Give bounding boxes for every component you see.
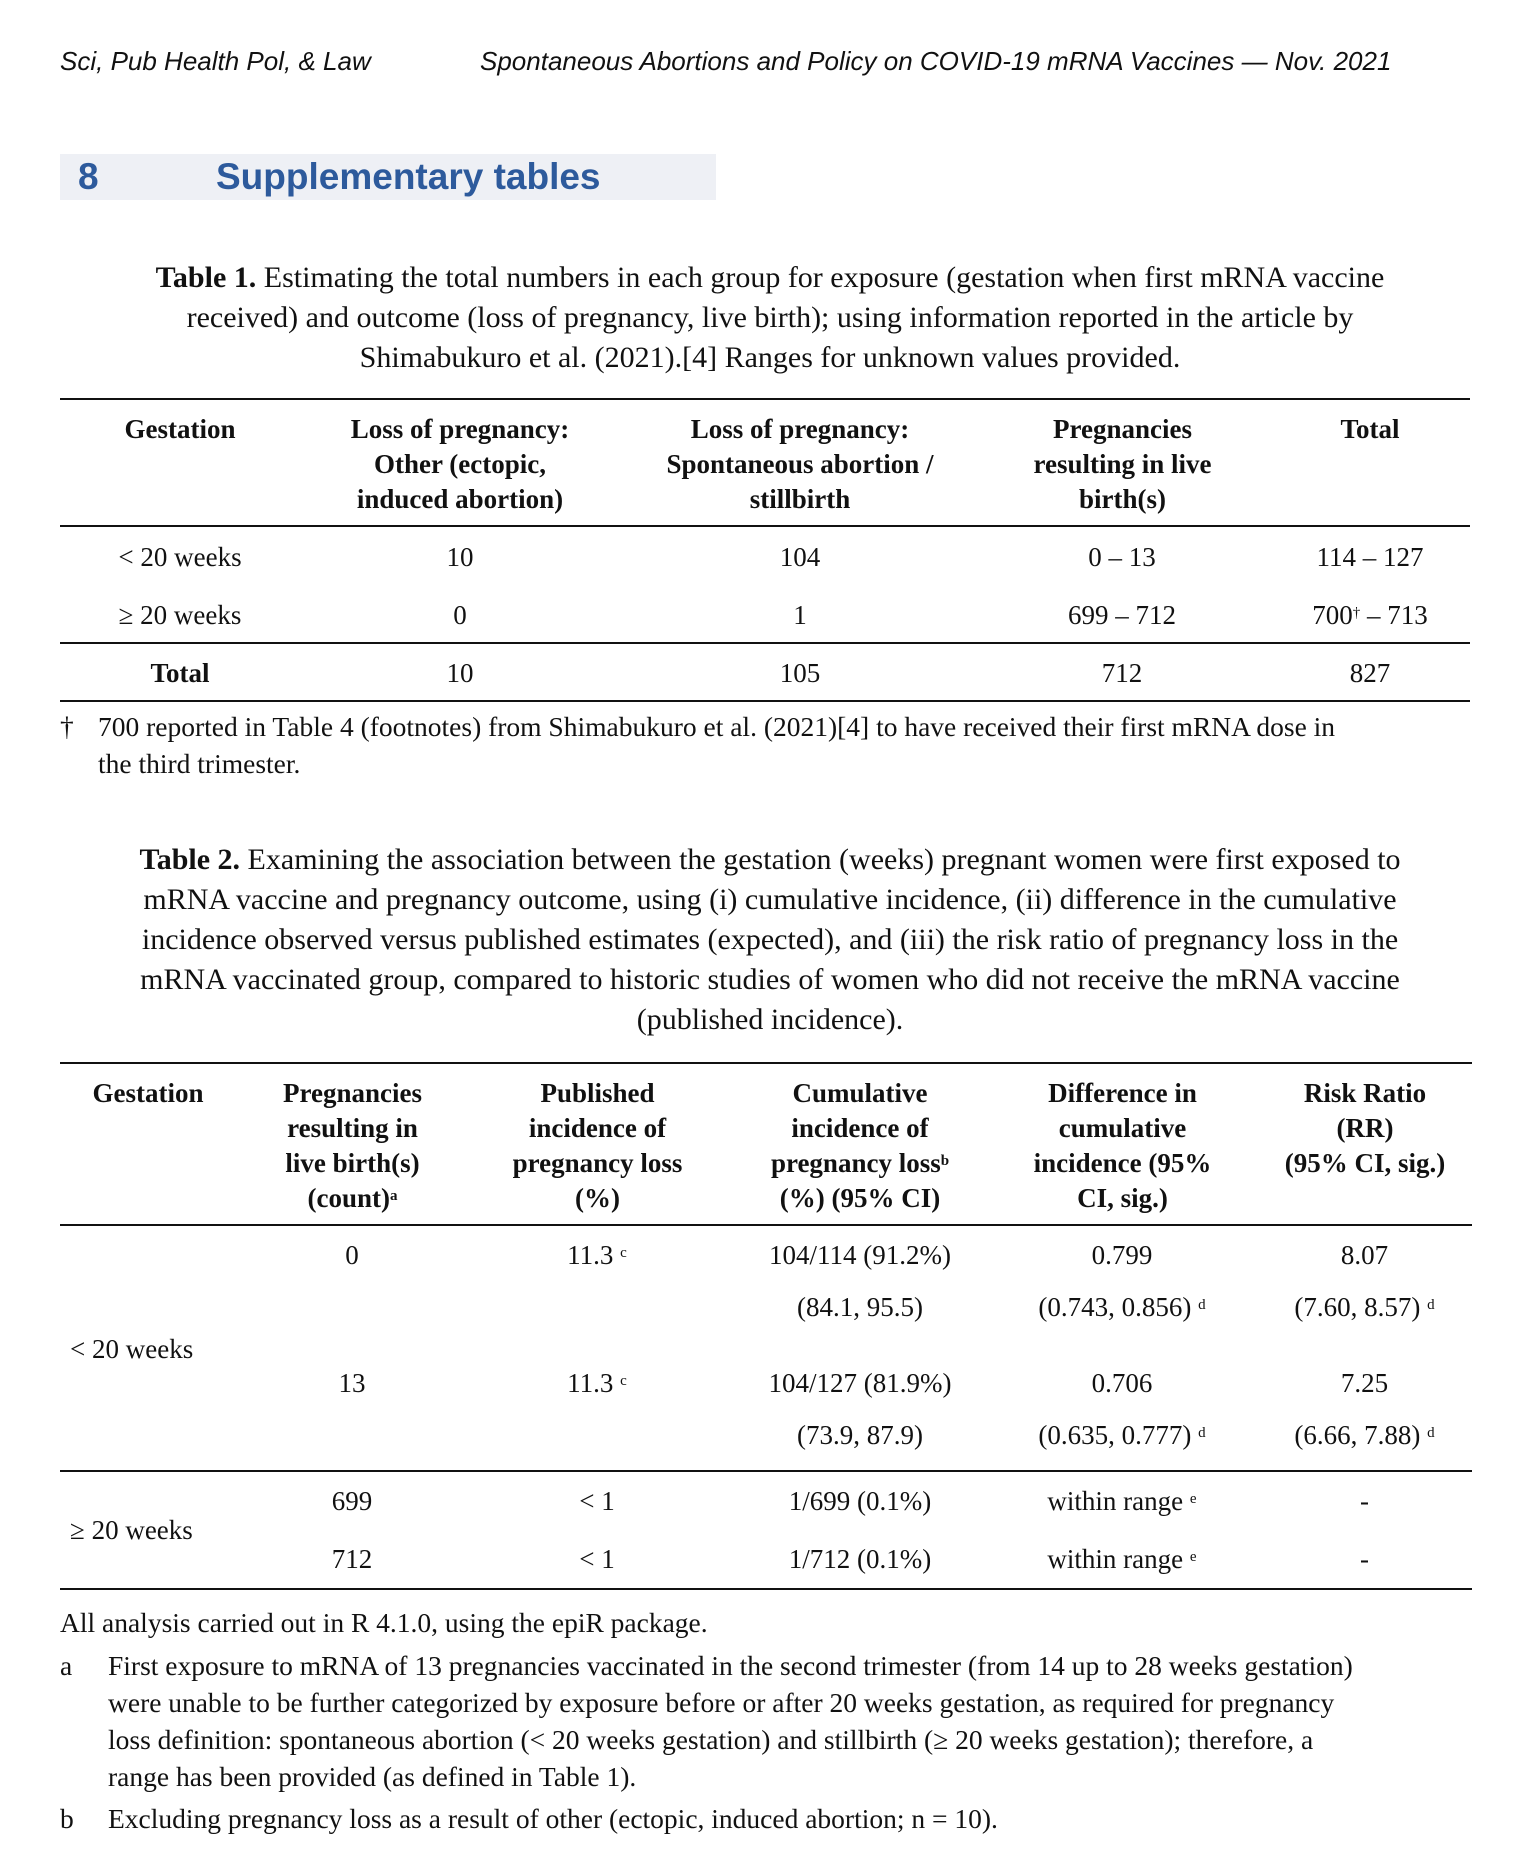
- note-line: range has been provided (as defined in Table 1).: [108, 1761, 637, 1792]
- table2-analysis-note: All analysis carried out in R 4.1.0, using the epiR package.: [60, 1607, 708, 1638]
- table1-row2-other: 0: [453, 600, 467, 630]
- table2-caption-label: Table 2.: [139, 843, 241, 876]
- note-b-label: b: [60, 1803, 74, 1834]
- header-line: (%) (95% CI): [779, 1183, 941, 1213]
- header-line: stillbirth: [749, 484, 851, 514]
- header-line: (RR): [1336, 1113, 1394, 1143]
- header-line: (%): [575, 1183, 620, 1213]
- table2-row1-published: [497, 1238, 697, 1273]
- header-line: Cumulative: [792, 1078, 928, 1108]
- table2-row2-difference-ci: [1002, 1418, 1242, 1453]
- difference-ci-value: (0.743, 0.856): [1038, 1292, 1192, 1322]
- table1-row2-gestation: ≥ 20 weeks: [118, 600, 242, 630]
- footnote-marker: d: [1198, 1425, 1206, 1441]
- footnote-marker: b: [940, 1153, 950, 1169]
- table2-row2-live: 13: [338, 1368, 366, 1398]
- header-line: Other (ectopic,: [374, 449, 546, 479]
- table1-row1-live: 0 – 13: [1088, 542, 1156, 572]
- table1-bottom-rule: [60, 700, 1470, 702]
- footnote-marker: e: [1189, 1549, 1197, 1565]
- table1-caption-label: Table 1.: [155, 261, 257, 294]
- table1-total-live: 712: [1101, 658, 1143, 688]
- header-line: [740, 1146, 980, 1181]
- table1-header-loss-spontaneous: [625, 412, 975, 517]
- table2-row4-published: < 1: [579, 1544, 615, 1574]
- header-line: CI, sig.): [1077, 1183, 1168, 1213]
- header-line: induced abortion): [356, 484, 564, 514]
- table1-row2-total: [1270, 598, 1470, 633]
- difference-ci-value: (0.635, 0.777): [1038, 1420, 1192, 1450]
- table2-row3-live: 699: [331, 1486, 373, 1516]
- table2-group-over-20: ≥ 20 weeks: [70, 1515, 193, 1545]
- rr-ci-value: (7.60, 8.57): [1294, 1292, 1421, 1322]
- dagger-symbol: †: [60, 711, 74, 742]
- header-line: live birth(s): [285, 1148, 420, 1178]
- table1-row1-spontaneous: 104: [779, 542, 821, 572]
- table2-row4-difference: [1002, 1542, 1242, 1577]
- header-line: pregnancy loss: [512, 1148, 683, 1178]
- table1-top-rule: [60, 398, 1470, 400]
- header-line: [245, 1181, 460, 1216]
- header-line: birth(s): [1079, 484, 1166, 514]
- table1-total-spontaneous: 105: [779, 658, 821, 688]
- table1-caption-line: received) and outcome (loss of pregnancy, live birth); using information reported in the article by: [186, 301, 1354, 334]
- footnote-marker: d: [1427, 1297, 1435, 1313]
- table2-header-published: [485, 1076, 710, 1216]
- table2-caption: [60, 840, 1480, 1040]
- table1-caption-line: Shimabukuro et al. (2021).[4] Ranges for unknown values provided.: [359, 341, 1181, 374]
- note-a-text: [108, 1647, 1478, 1795]
- published-value: 11.3: [567, 1368, 614, 1398]
- footnote-marker: d: [1198, 1297, 1206, 1313]
- table2-row1-cumulative-ci: (84.1, 95.5): [797, 1292, 923, 1322]
- header-line: incidence of: [791, 1113, 929, 1143]
- table2-caption-line: [60, 840, 1480, 880]
- table2-row3-rr: -: [1360, 1486, 1369, 1516]
- total-value: 700: [1312, 600, 1353, 630]
- table2-row1-live: 0: [345, 1240, 359, 1270]
- footnote-marker: a: [390, 1188, 398, 1204]
- table2-row4-cumulative: 1/712 (0.1%): [788, 1544, 932, 1574]
- difference-value: within range: [1047, 1486, 1184, 1516]
- header-line: Difference in: [1048, 1078, 1197, 1108]
- section-title: Supplementary tables: [216, 156, 601, 197]
- footnote-line: 700 reported in Table 4 (footnotes) from Shimabukuro et al. (2021)[4] to have received their first mRNA dose in: [98, 711, 1336, 742]
- footnote-marker: e: [1189, 1491, 1197, 1507]
- table2-row2-cumulative: 104/127 (81.9%): [768, 1368, 952, 1398]
- table2-row2-rr-ci: [1252, 1418, 1477, 1453]
- table2-row3-published: < 1: [579, 1486, 615, 1516]
- table2-row2-difference: 0.706: [1091, 1368, 1153, 1398]
- note-line: First exposure to mRNA of 13 pregnancies vaccinated in the second trimester (from 14 up to 28 weeks gestation): [108, 1650, 1353, 1681]
- dagger-marker: †: [1352, 605, 1361, 621]
- footnote-marker: c: [620, 1373, 627, 1389]
- footnote-line: the third trimester.: [98, 748, 301, 779]
- table1-total-rule: [60, 642, 1470, 644]
- header-line: resulting in: [287, 1113, 418, 1143]
- header-line: Pregnancies: [1053, 414, 1192, 444]
- table1-caption-line: [60, 258, 1480, 298]
- paper-title: Spontaneous Abortions and Policy on COVID-19 mRNA Vaccines — Nov. 2021: [480, 46, 1392, 76]
- table2-row1-rr: 8.07: [1340, 1240, 1389, 1270]
- table1-total-other: 10: [446, 658, 474, 688]
- table1-caption: [60, 258, 1480, 378]
- table1-header-total: [1270, 412, 1470, 447]
- running-header: [60, 46, 1447, 80]
- table2-caption-line: mRNA vaccinated group, compared to historic studies of women who did not receive the mRNA vaccine: [140, 963, 1400, 996]
- footnote-marker: c: [620, 1245, 627, 1261]
- table1-row1-total: 114 – 127: [1316, 542, 1424, 572]
- note-b-text: Excluding pregnancy loss as a result of other (ectopic, induced abortion; n = 10).: [108, 1803, 998, 1834]
- table1-header-gestation: [80, 412, 280, 447]
- table2-group-rule: [60, 1470, 1472, 1472]
- table2-row1-difference-ci: [1002, 1290, 1242, 1325]
- table2-row1-cumulative: 104/114 (91.2%): [769, 1240, 951, 1270]
- note-line: were unable to be further categorized by exposure before or after 20 weeks gestation, as required for pregnancy: [108, 1687, 1335, 1718]
- published-value: 11.3: [567, 1240, 614, 1270]
- header-line: Total: [1340, 414, 1400, 444]
- table2-top-rule: [60, 1062, 1472, 1064]
- table2-caption-line: incidence observed versus published estimates (expected), and (iii) the risk ratio of pregnancy loss in the: [141, 923, 1399, 956]
- table1-total-label: Total: [150, 658, 210, 688]
- header-line: Loss of pregnancy:: [350, 414, 570, 444]
- table2-caption-line: mRNA vaccine and pregnancy outcome, using (i) cumulative incidence, (ii) difference in the cumulative: [143, 883, 1397, 916]
- table2-row2-cumulative-ci: (73.9, 87.9): [797, 1420, 923, 1450]
- header-line: Risk Ratio: [1303, 1078, 1427, 1108]
- table2-header-cumulative: [740, 1076, 980, 1216]
- header-line: cumulative: [1058, 1113, 1187, 1143]
- header-line: Gestation: [124, 414, 236, 444]
- table1-header-rule: [60, 525, 1470, 527]
- header-line: Loss of pregnancy:: [690, 414, 910, 444]
- journal-name: Sci, Pub Health Pol, & Law: [60, 46, 371, 76]
- header-line: Spontaneous abortion /: [666, 449, 934, 479]
- footnote-marker: d: [1427, 1425, 1435, 1441]
- header-line: Published: [540, 1078, 655, 1108]
- table2-bottom-rule: [60, 1588, 1472, 1590]
- header-line: Pregnancies: [283, 1078, 422, 1108]
- table1-caption-text: Estimating the total numbers in each group for exposure (gestation when first mRNA vaccine: [263, 261, 1385, 294]
- table2-row3-cumulative: 1/699 (0.1%): [788, 1486, 932, 1516]
- note-a-label: a: [60, 1650, 73, 1681]
- table2-header-difference: [1015, 1076, 1230, 1216]
- table2-row2-rr: 7.25: [1340, 1368, 1389, 1398]
- table2-caption-text: Examining the association between the gestation (weeks) pregnant women were first exposed to: [247, 843, 1401, 876]
- table2-header-rule: [60, 1224, 1472, 1226]
- table1-row2-spontaneous: 1: [793, 600, 807, 630]
- section-number: 8: [78, 156, 99, 197]
- table2-row4-live: 712: [331, 1544, 373, 1574]
- table2-row2-published: [497, 1366, 697, 1401]
- table2-row1-rr-ci: [1252, 1290, 1477, 1325]
- table1-total-total: 827: [1349, 658, 1391, 688]
- header-line: incidence (95%: [1033, 1148, 1212, 1178]
- header-line: (95% CI, sig.): [1284, 1148, 1446, 1178]
- table2-row4-rr: -: [1360, 1544, 1369, 1574]
- table2-header-gestation: Gestation: [92, 1078, 204, 1108]
- table2-header-live-births: [245, 1076, 460, 1216]
- difference-value: within range: [1047, 1544, 1184, 1574]
- table1-row2-live: 699 – 712: [1068, 600, 1176, 630]
- header-line: resulting in live: [1033, 449, 1212, 479]
- table2-caption-line: (published incidence).: [636, 1003, 904, 1036]
- rr-ci-value: (6.66, 7.88): [1294, 1420, 1421, 1450]
- section-heading: [60, 154, 716, 200]
- table1-row1-gestation: < 20 weeks: [118, 542, 242, 572]
- header-line: incidence of: [528, 1113, 667, 1143]
- table2-row1-difference: 0.799: [1091, 1240, 1153, 1270]
- header-text: (count): [307, 1183, 390, 1213]
- total-value: – 713: [1360, 600, 1428, 630]
- note-line: loss definition: spontaneous abortion (< 20 weeks gestation) and stillbirth (≥ 20 weeks gestation); therefore, a: [108, 1724, 1314, 1755]
- table1-row1-other: 10: [446, 542, 474, 572]
- table2-header-risk-ratio: [1255, 1076, 1475, 1181]
- table2-group-under-20: < 20 weeks: [70, 1334, 194, 1364]
- header-text: pregnancy loss: [770, 1148, 941, 1178]
- table1-header-live-births: [1000, 412, 1245, 517]
- table1-header-loss-other: [305, 412, 615, 517]
- table2-row3-difference: [1002, 1484, 1242, 1519]
